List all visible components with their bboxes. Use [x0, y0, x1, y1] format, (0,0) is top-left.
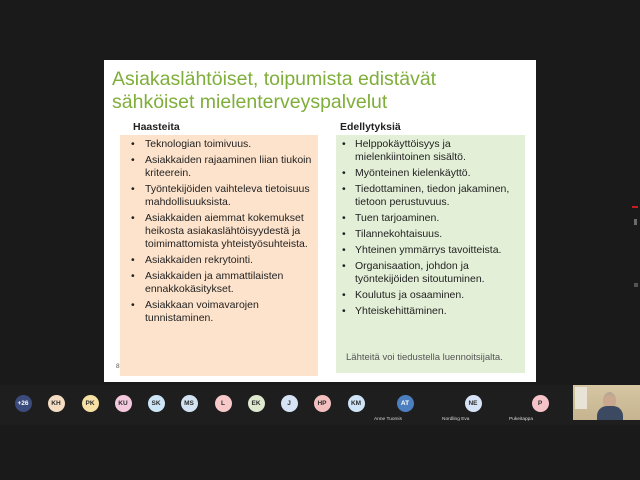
- prerequisite-item: • Tiedottaminen, tiedon jakaminen, tietoon perustuvuus.: [336, 183, 525, 209]
- prerequisite-item: • Koulutus ja osaaminen.: [336, 289, 525, 302]
- participant-name: Anne Tuomis: [374, 417, 402, 422]
- slide-number: 8: [116, 363, 120, 370]
- prerequisite-item: • Yhteinen ymmärrys tavoitteista.: [336, 244, 525, 257]
- slide-title: [112, 68, 528, 114]
- prerequisite-item: • Yhteiskehittäminen.: [336, 305, 525, 318]
- prerequisites-list: [336, 135, 525, 318]
- participant-avatar: KM: [348, 395, 365, 412]
- challenge-item: • Teknologian toimivuus.: [120, 138, 318, 151]
- participant-avatar: EK: [248, 395, 265, 412]
- participant-avatar: PK: [82, 395, 99, 412]
- screen-edge-mark: [632, 206, 638, 208]
- prerequisite-item: • Organisaation, johdon ja työntekijöiden sitoutuminen.: [336, 260, 525, 286]
- participant-video-tile[interactable]: [573, 385, 640, 420]
- challenge-item: • Työntekijöiden vaihteleva tietoisuus mahdollisuuksista.: [120, 183, 318, 209]
- participant-avatar: J: [281, 395, 298, 412]
- challenge-item: • Asiakkaiden aiemmat kokemukset heikosta asiakaslähtöisyydestä ja toimimattomista yhteistyösuhteista.: [120, 212, 318, 251]
- challenge-item: • Asiakkaiden rekrytointi.: [120, 254, 318, 267]
- slide-title-line: sähköiset mielenterveyspalvelut: [112, 91, 388, 113]
- participant-name: Nordling Eva: [442, 417, 470, 422]
- prerequisites-panel: [336, 135, 525, 373]
- participant-tile[interactable]: [507, 385, 573, 425]
- person-body: [597, 406, 623, 420]
- challenge-item: • Asiakkaiden rajaaminen liian tiukoin kriteerein.: [120, 154, 318, 180]
- participant-avatar: MS: [181, 395, 198, 412]
- participant-avatar: AT: [397, 395, 414, 412]
- sources-note: Lähteitä voi tiedustella luennoitsijalta.: [346, 352, 503, 363]
- challenge-item: • Asiakkaiden ja ammattilaisten ennakkokäsitykset.: [120, 270, 318, 296]
- participant-tile[interactable]: [372, 385, 438, 425]
- prerequisite-item: • Tuen tarjoaminen.: [336, 212, 525, 225]
- participant-avatar: NE: [465, 395, 482, 412]
- participant-gallery: [0, 385, 640, 425]
- challenges-panel: [120, 135, 318, 376]
- screen-edge-mark: [634, 283, 638, 287]
- prerequisite-item: • Tilannekohtaisuus.: [336, 228, 525, 241]
- prerequisite-item: • Helppokäyttöisyys ja mielenkiintoinen sisältö.: [336, 138, 525, 164]
- participant-avatar: SK: [148, 395, 165, 412]
- bottom-bar: [0, 425, 640, 480]
- challenges-list: [120, 135, 318, 325]
- participant-avatar: KU: [115, 395, 132, 412]
- slide-title-line: Asiakaslähtöiset, toipumista edistävät: [112, 68, 437, 90]
- challenges-heading: Haasteita: [133, 121, 180, 133]
- background-window: [575, 387, 587, 409]
- challenge-item: • Asiakkaan voimavarojen tunnistaminen.: [120, 299, 318, 325]
- prerequisites-heading: Edellytyksiä: [340, 121, 401, 133]
- participant-name: Pukeitappa: [509, 417, 534, 422]
- participant-tile[interactable]: [440, 385, 506, 425]
- more-participants-avatar: +26: [15, 395, 32, 412]
- participant-avatar: L: [215, 395, 232, 412]
- presentation-slide: [104, 60, 536, 382]
- participant-avatar: P: [532, 395, 549, 412]
- participant-avatar: KH: [48, 395, 65, 412]
- participant-avatar: HP: [314, 395, 331, 412]
- screen-edge-mark: [634, 219, 637, 225]
- prerequisite-item: • Myönteinen kielenkäyttö.: [336, 167, 525, 180]
